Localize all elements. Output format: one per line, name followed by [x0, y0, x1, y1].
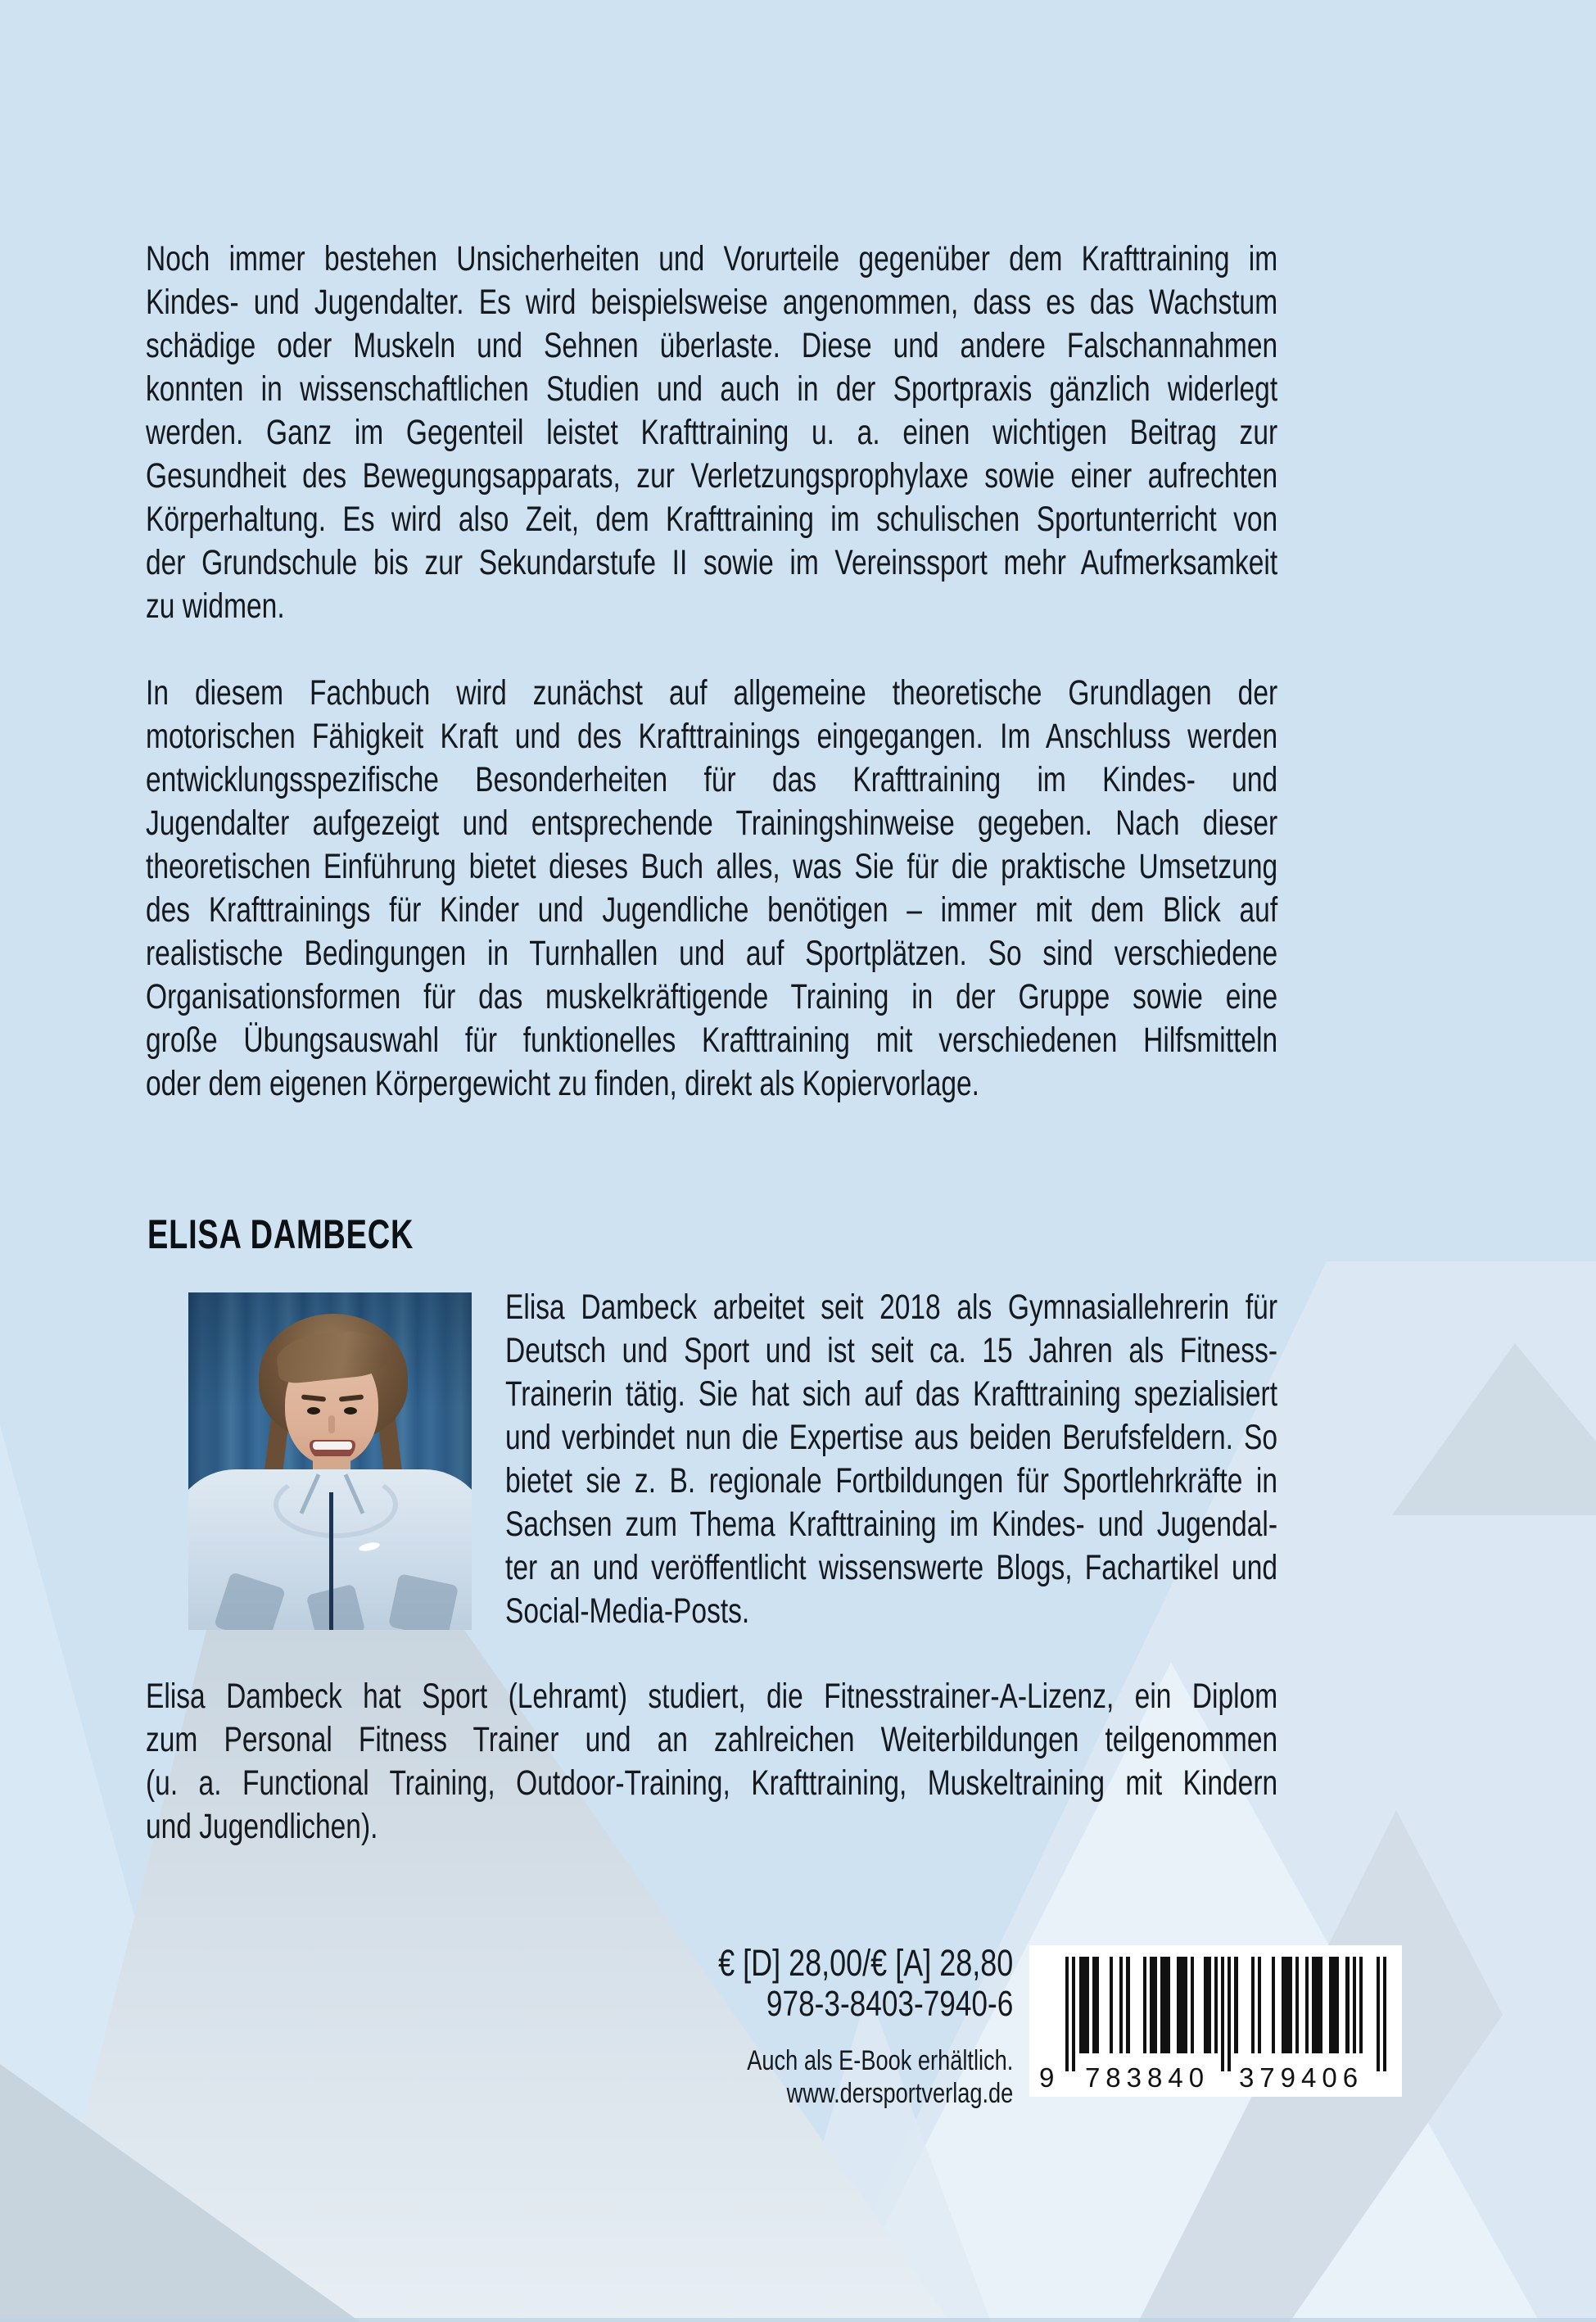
publisher-website: www.dersportverlag.de — [786, 2078, 1013, 2109]
text-line: Social-Media-Posts. — [505, 1591, 750, 1631]
ebook-note: Auch als E-Book erhältlich. — [746, 2045, 1013, 2076]
author-credentials-paragraph — [146, 1675, 1277, 1849]
text-line: Elisa Dambeck arbeitet seit 2018 als Gymnasiallehrerin für — [505, 1288, 1278, 1327]
text-line: Trainerin tätig. Sie hat sich auf das Krafttraining spezialisiert — [505, 1374, 1278, 1414]
barcode-bar — [1072, 1957, 1075, 2071]
barcode-bar — [1214, 1957, 1218, 2053]
barcode — [1029, 1945, 1402, 2097]
text-line: zu widmen. — [146, 586, 285, 626]
barcode-bar — [1167, 1957, 1170, 2053]
pricing-block — [718, 1943, 1013, 2110]
barcode-bar — [1258, 1957, 1261, 2053]
text-line: In diesem Fachbuch wird zunächst auf allgemeine theoretische Grundlagen der — [146, 673, 1278, 713]
text-line: werden. Ganz im Gegenteil leistet Krafttraining u. a. einen wichtigen Beitrag zur — [146, 413, 1278, 452]
text-line: Kindes- und Jugendalter. Es wird beispielsweise angenommen, dass es das Wachstum — [146, 283, 1278, 322]
nose — [328, 1415, 335, 1433]
text-line: ter an und veröffentlicht wissenswerte Blogs, Fachartikel und — [505, 1548, 1278, 1587]
barcode-bar — [1086, 1957, 1089, 2053]
barcode-bar — [1207, 1957, 1210, 2053]
author-bio-paragraph — [505, 1286, 1277, 1633]
text-line: realistische Bedingungen in Turnhallen und auf Sportplätzen. So sind verschiedene — [146, 934, 1278, 973]
text-line: Jugendalter aufgezeigt und entsprechende Trainingshinweise gegeben. Nach dieser — [146, 803, 1278, 843]
text-line: konnten in wissenschaftlichen Studien und auch in der Sportpraxis gänzlich widerlegt — [146, 369, 1278, 409]
barcode-bar — [1096, 1957, 1099, 2053]
author-photo — [188, 1292, 472, 1630]
blurb-paragraph-1 — [146, 238, 1277, 628]
author-name-heading: ELISA DAMBECK — [147, 1211, 414, 1257]
text-line: entwicklungsspezifische Besonderheiten für das Krafttraining im Kindes- und — [146, 760, 1278, 799]
barcode-digits-right: 379406 — [1238, 2062, 1364, 2093]
barcode-bar — [1336, 1957, 1339, 2053]
barcode-digits-left: 783840 — [1084, 2062, 1210, 2093]
barcode-bar — [1295, 1957, 1299, 2053]
barcode-bar — [1110, 1957, 1113, 2053]
eye — [344, 1407, 357, 1414]
barcode-bar — [1234, 1957, 1237, 2053]
text-line: Organisationsformen für das muskelkräftigende Training in der Gruppe sowie eine — [146, 977, 1278, 1016]
text-line: und Jugendlichen). — [146, 1807, 378, 1846]
text-line: Noch immer bestehen Unsicherheiten und Vorurteile gegenüber dem Krafttraining im — [146, 239, 1278, 278]
barcode-bar — [1143, 1957, 1146, 2053]
text-line: theoretischen Einführung bietet dieses Buch alles, was Sie für die praktische Umsetzung — [146, 847, 1278, 886]
barcode-bar — [1228, 1957, 1231, 2071]
price-text: € [D] 28,00/€ [A] 28,80 — [717, 1942, 1013, 1984]
jacket-zipper — [329, 1492, 333, 1630]
text-line: Gesundheit des Bewegungsapparats, zur Verletzungsprophylaxe sowie einer aufrechten — [146, 456, 1278, 496]
bottom-edge-line — [0, 2318, 1596, 2322]
barcode-bar — [1251, 1957, 1255, 2053]
barcode-bar — [1359, 1957, 1363, 2053]
barcode-bar — [1288, 1957, 1291, 2053]
barcode-digits — [1029, 2064, 1402, 2093]
text-line: oder dem eigenen Körpergewicht zu finden, direkt als Kopiervorlage. — [146, 1064, 979, 1103]
text-line: bietet sie z. B. regionale Fortbildungen für Sportlehrkräfte in — [505, 1461, 1278, 1500]
barcode-bar — [1183, 1957, 1187, 2053]
barcode-bar — [1153, 1957, 1156, 2053]
barcode-bar — [1065, 1957, 1069, 2071]
text-line: der Grundschule bis zur Sekundarstufe II sowie im Vereinssport mehr Aufmerksamkeit — [146, 543, 1278, 582]
text-line: zum Personal Fitness Trainer und an zahlreichen Weiterbildungen teilgenommen — [146, 1720, 1278, 1759]
barcode-bar — [1126, 1957, 1129, 2053]
text-line: schädige oder Muskeln und Sehnen überlaste. Diese und andere Falschannahmen — [146, 326, 1278, 365]
barcode-bar — [1377, 1957, 1380, 2071]
barcode-bars — [1065, 1957, 1386, 2071]
text-line: Deutsch und Sport und ist seit ca. 15 Jahren als Fitness- — [505, 1331, 1278, 1370]
text-line: Sachsen zum Thema Krafttraining im Kindes- und Jugendal- — [505, 1505, 1278, 1544]
barcode-bar — [1353, 1957, 1356, 2053]
barcode-bar — [1272, 1957, 1275, 2053]
text-line: Elisa Dambeck hat Sport (Lehramt) studiert, die Fitnesstrainer-A-Lizenz, ein Diplom — [146, 1677, 1278, 1716]
blurb-paragraph-2 — [146, 672, 1277, 1106]
barcode-digit-lead: 9 — [1039, 2062, 1055, 2093]
text-line: Körperhaltung. Es wird also Zeit, dem Krafttraining im schulischen Sportunterricht von — [146, 500, 1278, 539]
barcode-bar — [1318, 1957, 1322, 2053]
barcode-bar — [1221, 1957, 1224, 2071]
isbn-text: 978-3-8403-7940-6 — [766, 1984, 1013, 2024]
text-line: des Krafttrainings für Kinder und Jugendliche benötigen – immer mit dem Blick auf — [146, 890, 1278, 930]
text-line: große Übungsauswahl für funktionelles Krafttraining mit verschiedenen Hilfsmitteln — [146, 1021, 1278, 1060]
barcode-bar — [1305, 1957, 1309, 2053]
barcode-bar — [1383, 1957, 1386, 2071]
barcode-bar — [1191, 1957, 1194, 2053]
barcode-bar — [1119, 1957, 1123, 2053]
text-line: (u. a. Functional Training, Outdoor-Training, Krafttraining, Muskeltraining mit Kindern — [146, 1763, 1278, 1803]
teeth — [313, 1442, 352, 1450]
eye — [307, 1407, 320, 1414]
text-line: und verbindet nun die Expertise aus beiden Berufsfeldern. So — [505, 1418, 1278, 1457]
barcode-bar — [1345, 1957, 1349, 2053]
hood-outline — [274, 1471, 398, 1538]
text-line: motorischen Fähigkeit Kraft und des Krafttrainings eingegangen. Im Anschluss werden — [146, 717, 1278, 756]
